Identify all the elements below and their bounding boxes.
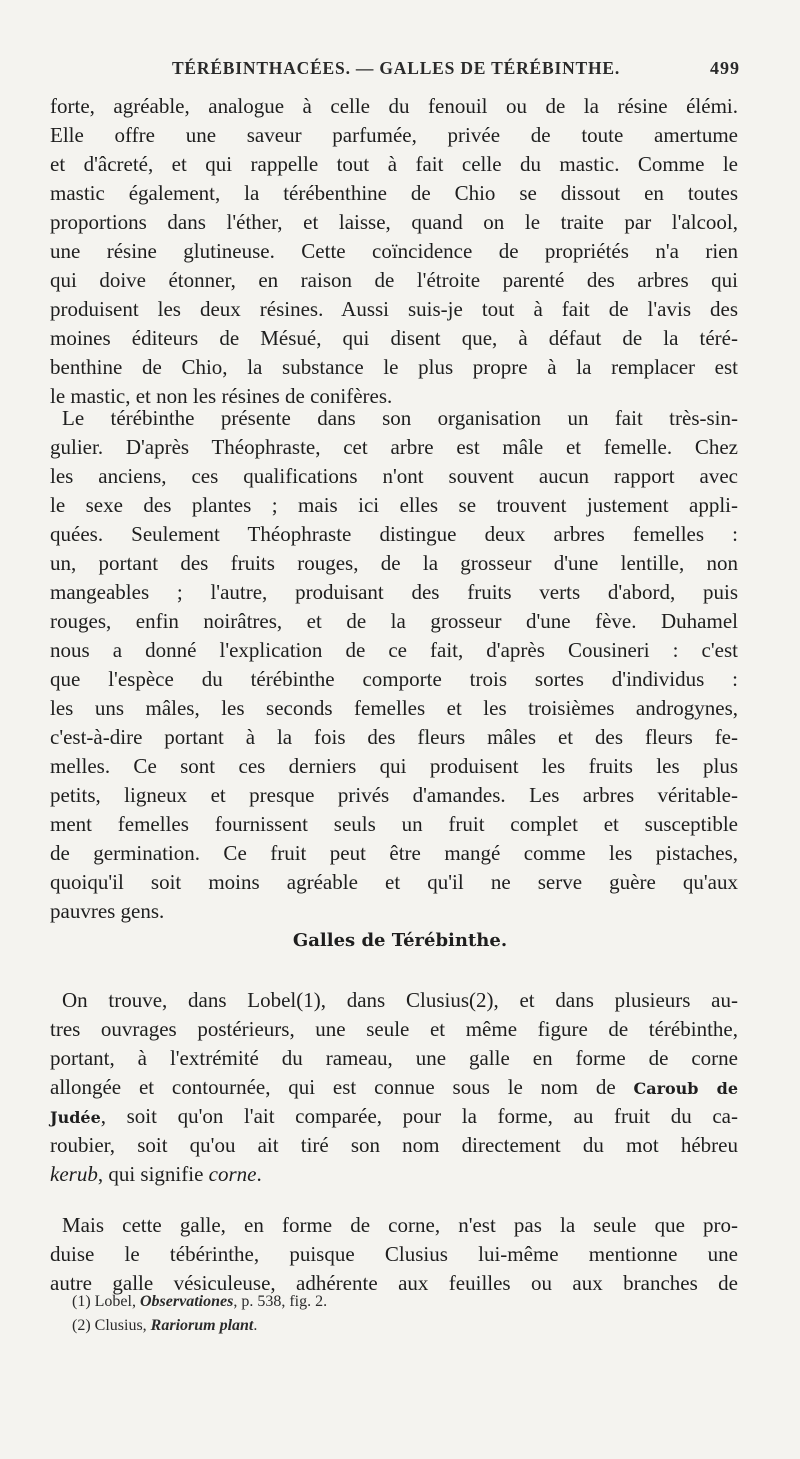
- text-line: le sexe des plantes ; mais ici elles se trouvent justement appli-: [50, 493, 738, 517]
- text-line: autre galle vésiculeuse, adhérente aux feuilles ou aux branches de: [50, 1271, 738, 1295]
- text-line: gulier. D'après Théophraste, cet arbre est mâle et femelle. Chez: [50, 435, 738, 459]
- paragraph-4: [50, 1211, 738, 1298]
- text-line: que l'espèce du térébinthe comporte trois sortes d'individus :: [50, 667, 738, 691]
- text-line: tres ouvrages postérieurs, une seule et même figure de térébinthe,: [50, 1017, 738, 1041]
- text-line: de germination. Ce fruit peut être mangé comme les pistaches,: [50, 841, 738, 865]
- footnote-marker: (1): [72, 1293, 91, 1310]
- text-line: roubier, soit qu'ou ait tiré son nom directement du mot hébreu: [50, 1133, 738, 1157]
- text-line: duise le tébérinthe, puisque Clusius lui-même mentionne une: [50, 1242, 738, 1266]
- text-line: quoiqu'il soit moins agréable et qu'il ne serve guère qu'aux: [50, 870, 738, 894]
- text-line: Mais cette galle, en forme de corne, n'est pas la seule que pro-: [62, 1213, 738, 1237]
- footnote-work: Observationes: [139, 1293, 234, 1310]
- running-head-title: TÉRÉBINTHACÉES. — GALLES DE TÉRÉBINTHE.: [171, 58, 621, 78]
- running-head: [52, 58, 740, 88]
- text-line: rouges, enfin noirâtres, et de la grosseur d'une fève. Duhamel: [50, 609, 738, 633]
- footnote-work: Rariorum plant: [150, 1317, 254, 1334]
- text-line: petits, ligneux et presque privés d'amandes. Les arbres véritable-: [50, 783, 738, 807]
- text-line: quées. Seulement Théophraste distingue deux arbres femelles :: [50, 522, 738, 546]
- footnote-1: [72, 1290, 732, 1314]
- text-line: proportions dans l'éther, et laisse, quand on le traite par l'alcool,: [50, 210, 738, 234]
- footnote-ref: , p. 538, fig. 2.: [233, 1293, 328, 1310]
- text-line: nous a donné l'explication de ce fait, d'après Cousineri : c'est: [50, 638, 738, 662]
- text-line: produisent les deux résines. Aussi suis-je tout à fait de l'avis des: [50, 297, 738, 321]
- text-line: un, portant des fruits rouges, de la grosseur d'une lentille, non: [50, 551, 738, 575]
- text-line: et d'âcreté, et qui rappelle tout à fait celle du mastic. Comme le: [50, 152, 738, 176]
- paragraph-1: [50, 92, 738, 411]
- term-caroub: Caroub de: [633, 1079, 738, 1098]
- text-run: .: [256, 1162, 262, 1186]
- term-kerub: kerub: [50, 1162, 98, 1186]
- text-line: c'est-à-dire portant à la fois des fleurs mâles et des fleurs fe-: [50, 725, 738, 749]
- term-corne: corne: [208, 1162, 257, 1186]
- paragraph-3: [50, 986, 738, 1189]
- footnotes: [72, 1290, 732, 1338]
- footnote-author: Clusius,: [94, 1317, 151, 1334]
- text-line: portant, à l'extrémité du rameau, une galle en forme de corne: [50, 1046, 738, 1070]
- text-line: moines éditeurs de Mésué, qui disent que, à défaut de la téré-: [50, 326, 738, 350]
- footnote-ref: .: [253, 1317, 258, 1334]
- text-run: allongée et contournée, qui est connue sous le nom de: [50, 1075, 634, 1099]
- text-line: [50, 1160, 738, 1189]
- text-line: les uns mâles, les seconds femelles et les troisièmes androgynes,: [50, 696, 738, 720]
- text-line: benthine de Chio, la substance le plus propre à la remplacer est: [50, 355, 738, 379]
- text-line: le mastic, et non les résines de conifères.: [50, 384, 393, 408]
- text-line: Elle offre une saveur parfumée, privée de toute amertume: [50, 123, 738, 147]
- footnote-author: Lobel,: [94, 1293, 140, 1310]
- text-line: mangeables ; l'autre, produisant des fruits verts d'abord, puis: [50, 580, 738, 604]
- term-judee: Judée: [50, 1108, 101, 1127]
- text-line: pauvres gens.: [50, 899, 165, 923]
- paragraph-2: [50, 404, 738, 926]
- text-run: , qui signifie: [97, 1162, 209, 1186]
- text-line: mastic également, la térébenthine de Chio se dissout en toutes: [50, 181, 738, 205]
- text-line: une résine glutineuse. Cette coïncidence de propriétés n'a rien: [50, 239, 738, 263]
- footnote-2: [72, 1314, 732, 1338]
- text-line: [50, 1073, 738, 1102]
- text-line: melles. Ce sont ces derniers qui produisent les fruits les plus: [50, 754, 738, 778]
- text-line: Le térébinthe présente dans son organisation un fait très-sin-: [62, 406, 738, 430]
- text-line: ment femelles fournissent seuls un fruit complet et susceptible: [50, 812, 738, 836]
- text-line: forte, agréable, analogue à celle du fenouil ou de la résine élémi.: [50, 94, 738, 118]
- page-number: 499: [710, 58, 740, 78]
- section-heading: Galles de Térébinthe.: [292, 930, 508, 951]
- text-line: [50, 1102, 738, 1131]
- footnote-marker: (2): [72, 1317, 91, 1334]
- text-line: qui doive étonner, en raison de l'étroite parenté des arbres qui: [50, 268, 738, 292]
- text-line: les anciens, ces qualifications n'ont souvent aucun rapport avec: [50, 464, 738, 488]
- text-run: , soit qu'on l'ait comparée, pour la forme, au fruit du ca-: [100, 1104, 738, 1128]
- text-line: On trouve, dans Lobel(1), dans Clusius(2), et dans plusieurs au-: [62, 988, 738, 1012]
